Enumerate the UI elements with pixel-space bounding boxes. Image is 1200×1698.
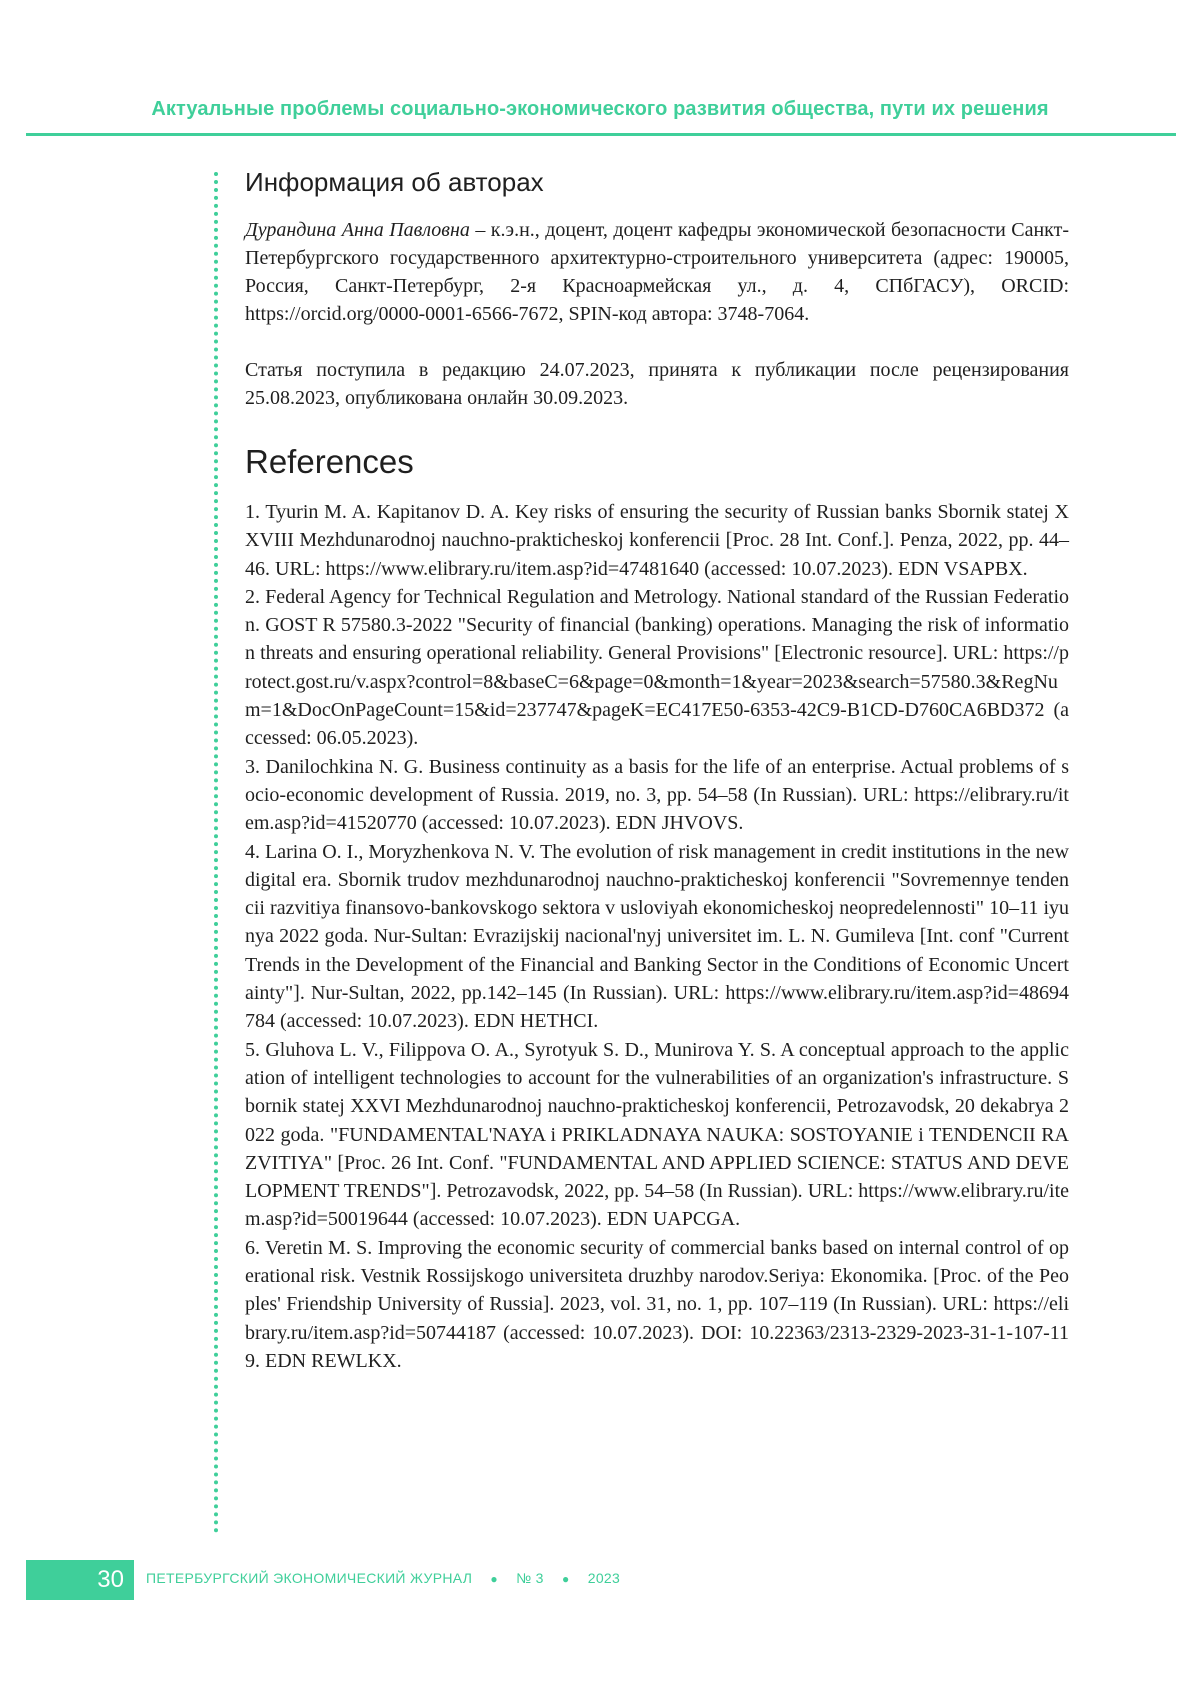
journal-name: ПЕТЕРБУРГСКИЙ ЭКОНОМИЧЕСКИЙ ЖУРНАЛ bbox=[146, 1570, 473, 1586]
author-details: – к.э.н., доцент, доцент кафедры экономической безопасности Санкт-Петербургского государственного архитектурно-строительного университета (адрес: 190005, Россия, Санкт-Петербург, 2-я Красноармейская ул., д. 4, СПбГАСУ), ORCID: https://orcid.org/0000-0001-6566-7672, SPIN-код автора: 3748-7064. bbox=[245, 219, 1069, 325]
footer-journal-line bbox=[146, 1570, 620, 1586]
reference-item: 6. Veretin M. S. Improving the economic security of commercial banks based on internal control of operational risk. Vestnik Rossijskogo universiteta druzhby narodov.Seriya: Ekonomika. [Proc. of the Peoples' Friendship University of Russia]. 2023, vol. 31, no. 1, pp. 107–119 (In Russian). URL: https://elibrary.ru/item.asp?id=50744187 (accessed: 10.07.2023). DOI: 10.22363/2313-2329-2023-31-1-107-119. EDN REWLKX. bbox=[245, 1236, 1069, 1372]
issue-year: 2023 bbox=[587, 1570, 621, 1586]
dotted-margin-rule bbox=[214, 172, 218, 1534]
references-heading: References bbox=[245, 443, 414, 480]
author-info bbox=[245, 216, 1069, 328]
main-content bbox=[245, 166, 1069, 1375]
reference-item: 2. Federal Agency for Technical Regulation and Metrology. National standard of the Russian Federation. GOST R 57580.3-2022 "Security of financial (banking) operations. Managing the risk of information threats and ensuring operational reliability. General Provisions" [Electronic resource]. URL: https://protect.gost.ru/v.aspx?control=8&baseC=6&page=0&month=1&year=2023&search=57580.3&RegNum=1&DocOnPageCount=15&id=237747&pageK=EC417E50-6353-42C9-B1CD-D760CA6BD372 (accessed: 06.05.2023). bbox=[245, 585, 1069, 750]
page-number-box bbox=[26, 1560, 134, 1600]
header-divider bbox=[26, 133, 1176, 136]
bullet-icon: ● bbox=[490, 1572, 498, 1586]
author-name: Дурандина Анна Павловна bbox=[245, 219, 470, 241]
bullet-icon: ● bbox=[561, 1572, 570, 1586]
references-list bbox=[245, 498, 1069, 1375]
authors-heading: Информация об авторах bbox=[245, 167, 544, 197]
reference-item: 4. Larina O. I., Moryzhenkova N. V. The evolution of risk management in credit institutions in the new digital era. Sbornik trudov mezhdunarodnoj nauchno-prakticheskoj konferencii "Sovremennye tendencii razvitiya finansovo-bankovskogo sektora v usloviyah ekonomicheskoj neopredelennosti" 10–11 iyunya 2022 goda. Nur-Sultan: Evrazijskij nacional'nyj universitet im. L. N. Gumileva [Int. conf "Current Trends in the Development of the Financial and Banking Sector in the Conditions of Economic Uncertainty"]. Nur-Sultan, 2022, pp.142–145 (In Russian). URL: https://www.elibrary.ru/item.asp?id=48694784 (accessed: 10.07.2023). EDN HETHCI. bbox=[245, 840, 1069, 1033]
page-number: 30 bbox=[97, 1566, 124, 1593]
reference-item: 5. Gluhova L. V., Filippova O. A., Syrotyuk S. D., Munirova Y. S. A conceptual approach to the application of intelligent technologies to account for the vulnerabilities of an organization's infrastructure. Sbornik statej XXVI Mezhdunarodnoj nauchno-prakticheskoj konferencii, Petrozavodsk, 20 dekabrya 2022 goda. "FUNDAMENTAL'NAYA i PRIKLADNAYA NAUKA: SOSTOYANIE i TENDENCII RAZVITIYA" [Proc. 26 Int. Conf. "FUNDAMENTAL AND APPLIED SCIENCE: STATUS AND DEVELOPMENT TRENDS"]. Petrozavodsk, 2022, pp. 54–58 (In Russian). URL: https://www.elibrary.ru/item.asp?id=50019644 (accessed: 10.07.2023). EDN UAPCGA. bbox=[245, 1038, 1069, 1231]
reference-item: 1. Tyurin M. A. Kapitanov D. A. Key risks of ensuring the security of Russian banks Sbornik statej XXVIII Mezhdunarodnoj nauchno-prakticheskoj konferencii [Proc. 28 Int. Conf.]. Penza, 2022, pp. 44–46. URL: https://www.elibrary.ru/item.asp?id=47481640 (accessed: 10.07.2023). EDN VSAPBX. bbox=[245, 501, 1069, 580]
running-head: Актуальные проблемы социально-экономического развития общества, пути их решения bbox=[151, 98, 1049, 120]
issue-number: № 3 bbox=[516, 1570, 544, 1586]
reference-item: 3. Danilochkina N. G. Business continuity as a basis for the life of an enterprise. Actual problems of socio-economic development of Russia. 2019, no. 3, pp. 54–58 (In Russian). URL: https://elibrary.ru/item.asp?id=41520770 (accessed: 10.07.2023). EDN JHVOVS. bbox=[245, 755, 1069, 835]
article-history: Статья поступила в редакцию 24.07.2023, принята к публикации после рецензирования 25.08.2023, опубликована онлайн 30.09.2023. bbox=[245, 359, 1069, 409]
